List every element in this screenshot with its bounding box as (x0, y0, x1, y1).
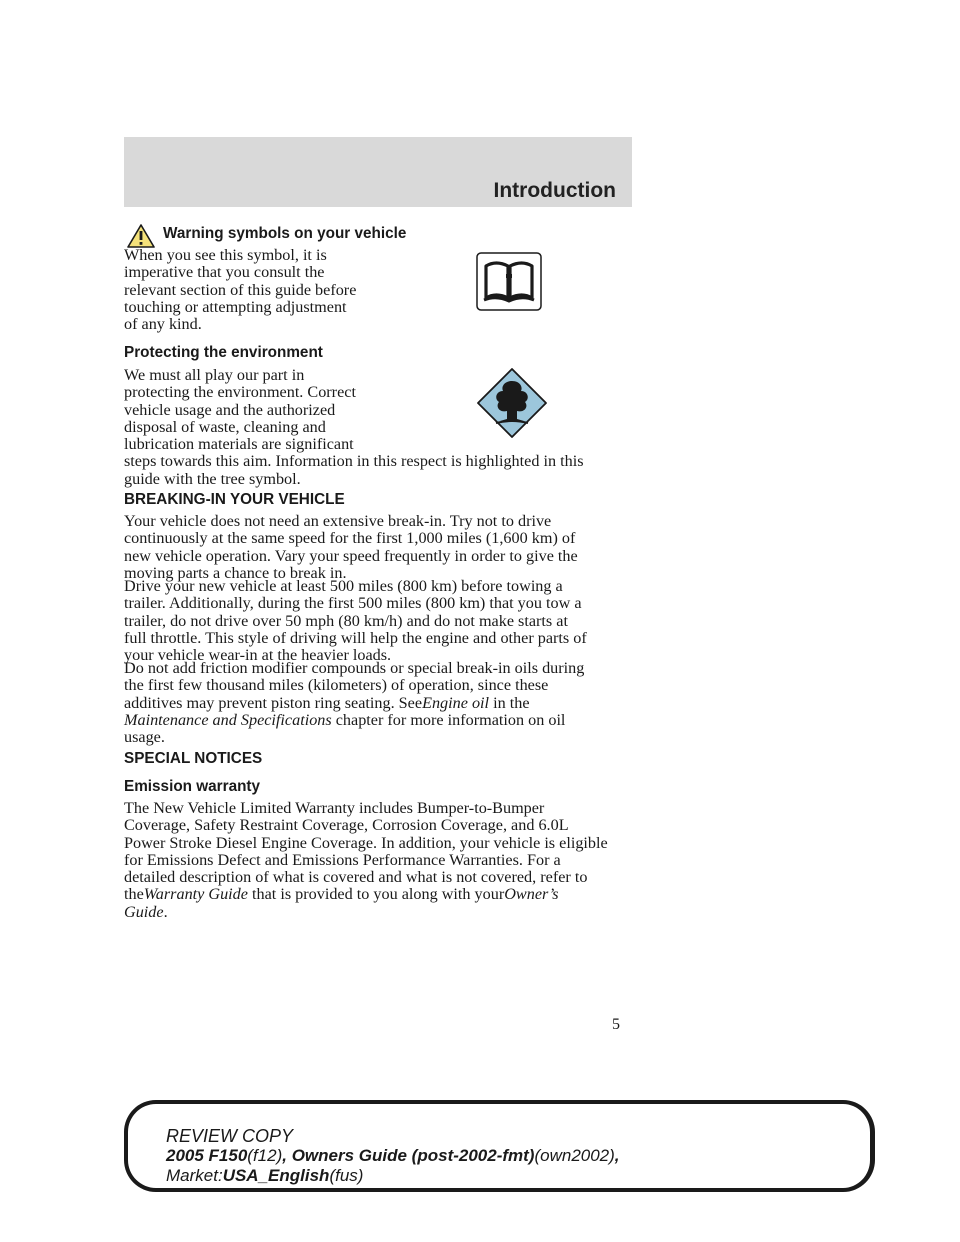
text-line: of any kind. (124, 315, 202, 334)
text-line: the first few thousand miles (kilometers) of operation, since these (124, 676, 549, 695)
text-line: When you see this symbol, it is (124, 246, 327, 264)
text-line: trailer, do not drive over 50 mph (80 km/h) and do not make starts at (124, 611, 568, 630)
text-line: full throttle. This style of driving will help the engine and other parts of (124, 628, 587, 647)
footer-document-id (166, 1146, 620, 1166)
text-line: touching or attempting adjustment (124, 297, 347, 316)
text-line: moving parts a chance to break in. (124, 563, 347, 582)
text-line: lubrication materials are significant (124, 435, 354, 454)
warranty-guide-reference: Warranty Guide (143, 885, 248, 904)
text-run: the (124, 885, 144, 904)
text-run: chapter for more information on oil (335, 710, 566, 729)
text-line: guide with the tree symbol. (124, 469, 301, 488)
warning-symbols-heading: Warning symbols on your vehicle (163, 225, 407, 242)
owners-guide-reference-cont: Guide (124, 902, 164, 921)
emission-warranty-heading: Emission warranty (124, 778, 261, 795)
footer-comma: , (614, 1146, 620, 1165)
engine-oil-reference: Engine oil (422, 693, 490, 712)
warning-triangle-icon (127, 224, 155, 248)
text-line (124, 886, 654, 903)
text-line: Power Stroke Diesel Engine Coverage. In addition, your vehicle is eligible (124, 833, 608, 852)
tree-symbol-icon (476, 367, 548, 439)
text-line: detailed description of what is covered and what is not covered, refer to (124, 868, 588, 887)
text-run: additives may prevent piston ring seating. See (124, 693, 423, 712)
text-line: Your vehicle does not need an extensive break-in. Try not to drive (124, 512, 552, 530)
text-line (124, 904, 654, 921)
text-line (124, 712, 644, 729)
footer-market (166, 1166, 363, 1186)
text-line: usage. (124, 728, 165, 747)
maintenance-chapter-reference: Maintenance and Specifications (124, 710, 332, 729)
footer-market-value: USA_English (222, 1166, 330, 1185)
breaking-in-paragraph-1 (124, 513, 644, 582)
text-line: Coverage, Safety Restraint Coverage, Corrosion Coverage, and 6.0L (124, 816, 569, 835)
page-number: 5 (612, 1016, 620, 1033)
text-run: . (163, 902, 168, 921)
text-line: trailer. Additionally, during the first 500 miles (800 km) that you tow a (124, 594, 582, 613)
text-line: vehicle usage and the authorized (124, 400, 336, 419)
text-line: imperative that you consult the (124, 263, 325, 282)
text-line: continuously at the same speed for the first 1,000 miles (1,600 km) of (124, 529, 576, 548)
owners-guide-reference: Owner’s (504, 885, 559, 904)
footer-model-code: (f12) (247, 1146, 283, 1165)
breaking-in-paragraph-2 (124, 578, 644, 664)
footer-market-label: Market: (166, 1166, 223, 1185)
text-line: relevant section of this guide before (124, 280, 357, 299)
breaking-in-heading: BREAKING-IN YOUR VEHICLE (124, 491, 345, 508)
section-title: Introduction (493, 179, 616, 202)
text-line (124, 695, 644, 712)
text-line: Do not add friction modifier compounds or special break-in oils during (124, 659, 585, 677)
footer-guide-code: (own2002) (534, 1146, 615, 1165)
footer-review-copy: REVIEW COPY (166, 1126, 294, 1146)
text-line: Drive your new vehicle at least 500 miles (800 km) before towing a (124, 577, 563, 595)
text-run: in the (493, 693, 530, 712)
section-header-band (124, 137, 632, 207)
text-line: The New Vehicle Limited Warranty includes Bumper-to-Bumper (124, 799, 545, 817)
text-line: steps towards this aim. Information in this respect is highlighted in this (124, 452, 584, 471)
text-line: new vehicle operation. Vary your speed frequently in order to give the (124, 546, 578, 565)
text-line: We must all play our part in (124, 366, 305, 384)
footer-model: 2005 F150 (166, 1146, 248, 1165)
text-line: your vehicle wear-in at the heavier loads. (124, 646, 392, 665)
text-line: for Emissions Defect and Emissions Performance Warranties. For a (124, 850, 561, 869)
breaking-in-paragraph-3 (124, 660, 644, 746)
special-notices-heading: SPECIAL NOTICES (124, 750, 263, 767)
text-line: protecting the environment. Correct (124, 383, 356, 402)
owners-guide-book-icon (476, 252, 542, 312)
footer-guide-name: , Owners Guide (post-2002-fmt) (282, 1146, 535, 1165)
text-line: disposal of waste, cleaning and (124, 417, 326, 436)
footer-market-code: (fus) (329, 1166, 364, 1185)
environment-paragraph (124, 367, 644, 488)
text-run: that is provided to you along with your (252, 885, 505, 904)
environment-heading: Protecting the environment (124, 344, 323, 361)
emission-warranty-paragraph (124, 800, 654, 921)
warning-symbols-paragraph (124, 247, 424, 333)
